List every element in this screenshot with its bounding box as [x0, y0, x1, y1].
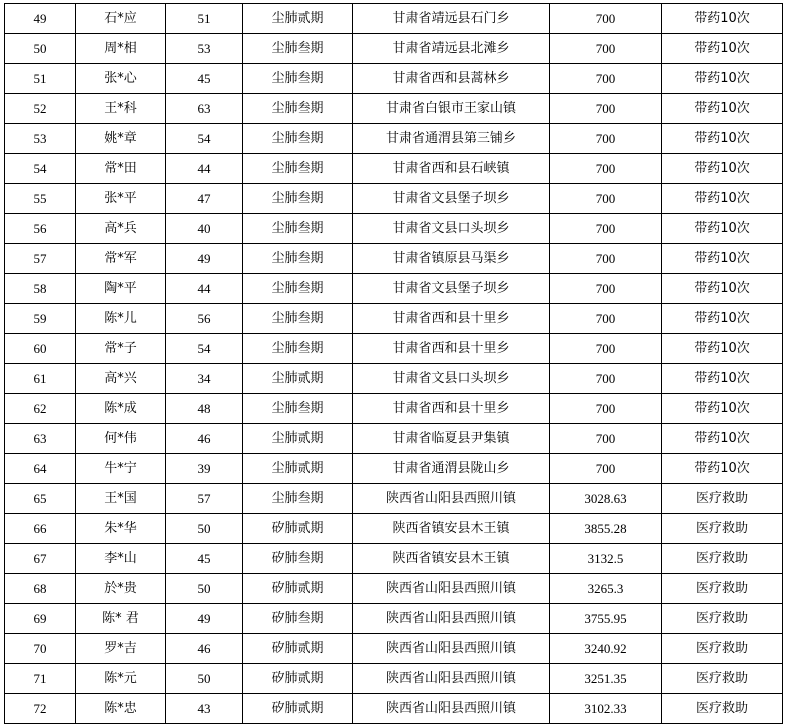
cell-aid-type: 带药10次 [662, 124, 783, 154]
table-row [5, 154, 783, 184]
cell-amount: 3251.35 [550, 664, 662, 694]
cell-name: 於*贵 [76, 574, 166, 604]
table-row [5, 634, 783, 664]
cell-address: 甘肃省西和县十里乡 [353, 304, 550, 334]
cell-address: 陕西省山阳县西照川镇 [353, 694, 550, 724]
table-row [5, 34, 783, 64]
cell-diagnosis: 尘肺贰期 [243, 454, 353, 484]
cell-number: 59 [5, 304, 76, 334]
cell-name: 陈*忠 [76, 694, 166, 724]
cell-amount: 700 [550, 124, 662, 154]
cell-number: 62 [5, 394, 76, 424]
cell-address: 甘肃省镇原县马渠乡 [353, 244, 550, 274]
cell-age: 44 [166, 154, 243, 184]
cell-amount: 700 [550, 4, 662, 34]
cell-address: 甘肃省文县堡子坝乡 [353, 274, 550, 304]
cell-age: 48 [166, 394, 243, 424]
table-row [5, 454, 783, 484]
table-row [5, 304, 783, 334]
cell-aid-type: 医疗救助 [662, 634, 783, 664]
cell-age: 47 [166, 184, 243, 214]
cell-diagnosis: 矽肺叁期 [243, 604, 353, 634]
cell-name: 高*兵 [76, 214, 166, 244]
cell-age: 63 [166, 94, 243, 124]
patient-aid-table [4, 3, 783, 724]
cell-aid-type: 带药10次 [662, 244, 783, 274]
cell-address: 甘肃省白银市王家山镇 [353, 94, 550, 124]
cell-aid-type: 带药10次 [662, 424, 783, 454]
cell-name: 陈*成 [76, 394, 166, 424]
cell-name: 常*军 [76, 244, 166, 274]
cell-amount: 700 [550, 394, 662, 424]
table-row [5, 604, 783, 634]
table-row [5, 124, 783, 154]
cell-diagnosis: 尘肺贰期 [243, 364, 353, 394]
cell-amount: 700 [550, 214, 662, 244]
cell-number: 56 [5, 214, 76, 244]
table-row [5, 4, 783, 34]
table-row [5, 664, 783, 694]
cell-number: 71 [5, 664, 76, 694]
cell-aid-type: 带药10次 [662, 154, 783, 184]
cell-name: 石*应 [76, 4, 166, 34]
table-row [5, 424, 783, 454]
cell-name: 陈* 君 [76, 604, 166, 634]
cell-aid-type: 带药10次 [662, 274, 783, 304]
cell-address: 陕西省山阳县西照川镇 [353, 664, 550, 694]
cell-address: 陕西省镇安县木王镇 [353, 514, 550, 544]
cell-number: 70 [5, 634, 76, 664]
cell-age: 49 [166, 604, 243, 634]
cell-age: 39 [166, 454, 243, 484]
cell-address: 陕西省山阳县西照川镇 [353, 484, 550, 514]
cell-number: 66 [5, 514, 76, 544]
cell-age: 50 [166, 514, 243, 544]
cell-age: 43 [166, 694, 243, 724]
cell-diagnosis: 尘肺叁期 [243, 94, 353, 124]
cell-amount: 700 [550, 334, 662, 364]
cell-number: 58 [5, 274, 76, 304]
cell-number: 57 [5, 244, 76, 274]
table-body [5, 4, 783, 724]
cell-amount: 700 [550, 34, 662, 64]
cell-diagnosis: 尘肺叁期 [243, 304, 353, 334]
cell-name: 陶*平 [76, 274, 166, 304]
cell-age: 50 [166, 664, 243, 694]
cell-aid-type: 带药10次 [662, 394, 783, 424]
cell-age: 49 [166, 244, 243, 274]
cell-aid-type: 带药10次 [662, 4, 783, 34]
cell-amount: 700 [550, 184, 662, 214]
table-row [5, 244, 783, 274]
cell-amount: 700 [550, 64, 662, 94]
cell-age: 46 [166, 424, 243, 454]
cell-name: 牛*宁 [76, 454, 166, 484]
cell-age: 45 [166, 544, 243, 574]
cell-number: 49 [5, 4, 76, 34]
table-row [5, 274, 783, 304]
cell-number: 67 [5, 544, 76, 574]
cell-amount: 700 [550, 304, 662, 334]
cell-name: 张*心 [76, 64, 166, 94]
cell-number: 50 [5, 34, 76, 64]
cell-aid-type: 带药10次 [662, 34, 783, 64]
cell-amount: 3132.5 [550, 544, 662, 574]
cell-amount: 3028.63 [550, 484, 662, 514]
table-row [5, 334, 783, 364]
cell-number: 72 [5, 694, 76, 724]
cell-diagnosis: 尘肺叁期 [243, 34, 353, 64]
table-row [5, 574, 783, 604]
cell-diagnosis: 尘肺贰期 [243, 4, 353, 34]
cell-aid-type: 医疗救助 [662, 544, 783, 574]
cell-amount: 3240.92 [550, 634, 662, 664]
cell-number: 52 [5, 94, 76, 124]
cell-amount: 700 [550, 454, 662, 484]
cell-age: 57 [166, 484, 243, 514]
cell-age: 53 [166, 34, 243, 64]
cell-address: 甘肃省临夏县尹集镇 [353, 424, 550, 454]
cell-number: 61 [5, 364, 76, 394]
cell-name: 朱*华 [76, 514, 166, 544]
cell-age: 45 [166, 64, 243, 94]
cell-aid-type: 带药10次 [662, 304, 783, 334]
cell-diagnosis: 尘肺叁期 [243, 244, 353, 274]
cell-age: 54 [166, 124, 243, 154]
cell-amount: 700 [550, 244, 662, 274]
table-row [5, 484, 783, 514]
cell-number: 55 [5, 184, 76, 214]
cell-name: 王*科 [76, 94, 166, 124]
cell-diagnosis: 矽肺贰期 [243, 574, 353, 604]
cell-address: 甘肃省西和县十里乡 [353, 334, 550, 364]
cell-diagnosis: 矽肺叁期 [243, 544, 353, 574]
cell-address: 甘肃省靖远县石门乡 [353, 4, 550, 34]
cell-aid-type: 带药10次 [662, 64, 783, 94]
cell-address: 陕西省山阳县西照川镇 [353, 574, 550, 604]
cell-amount: 3755.95 [550, 604, 662, 634]
cell-aid-type: 带药10次 [662, 454, 783, 484]
cell-address: 甘肃省靖远县北滩乡 [353, 34, 550, 64]
cell-age: 44 [166, 274, 243, 304]
cell-name: 常*田 [76, 154, 166, 184]
cell-diagnosis: 尘肺贰期 [243, 424, 353, 454]
cell-number: 68 [5, 574, 76, 604]
cell-name: 王*国 [76, 484, 166, 514]
cell-amount: 700 [550, 154, 662, 184]
cell-amount: 700 [550, 424, 662, 454]
cell-name: 姚*章 [76, 124, 166, 154]
cell-address: 甘肃省通渭县陇山乡 [353, 454, 550, 484]
table-row [5, 514, 783, 544]
cell-address: 陕西省镇安县木王镇 [353, 544, 550, 574]
cell-diagnosis: 尘肺叁期 [243, 64, 353, 94]
cell-amount: 3855.28 [550, 514, 662, 544]
table-row [5, 64, 783, 94]
cell-aid-type: 医疗救助 [662, 694, 783, 724]
table-row [5, 394, 783, 424]
cell-address: 陕西省山阳县西照川镇 [353, 634, 550, 664]
cell-aid-type: 医疗救助 [662, 574, 783, 604]
cell-diagnosis: 矽肺贰期 [243, 664, 353, 694]
cell-name: 常*子 [76, 334, 166, 364]
cell-age: 34 [166, 364, 243, 394]
cell-amount: 3102.33 [550, 694, 662, 724]
cell-address: 甘肃省西和县石峡镇 [353, 154, 550, 184]
cell-name: 罗*吉 [76, 634, 166, 664]
table-row [5, 184, 783, 214]
cell-aid-type: 带药10次 [662, 184, 783, 214]
cell-age: 40 [166, 214, 243, 244]
cell-aid-type: 医疗救助 [662, 664, 783, 694]
cell-diagnosis: 矽肺贰期 [243, 634, 353, 664]
cell-name: 陈*元 [76, 664, 166, 694]
cell-name: 张*平 [76, 184, 166, 214]
cell-amount: 700 [550, 364, 662, 394]
cell-address: 甘肃省西和县十里乡 [353, 394, 550, 424]
cell-number: 51 [5, 64, 76, 94]
cell-number: 69 [5, 604, 76, 634]
cell-address: 甘肃省通渭县第三铺乡 [353, 124, 550, 154]
cell-diagnosis: 尘肺叁期 [243, 484, 353, 514]
cell-aid-type: 医疗救助 [662, 514, 783, 544]
cell-address: 甘肃省文县堡子坝乡 [353, 184, 550, 214]
cell-name: 周*相 [76, 34, 166, 64]
cell-amount: 700 [550, 94, 662, 124]
cell-age: 51 [166, 4, 243, 34]
cell-aid-type: 带药10次 [662, 334, 783, 364]
cell-address: 甘肃省文县口头坝乡 [353, 364, 550, 394]
cell-address: 陕西省山阳县西照川镇 [353, 604, 550, 634]
cell-diagnosis: 尘肺叁期 [243, 124, 353, 154]
cell-number: 63 [5, 424, 76, 454]
cell-number: 54 [5, 154, 76, 184]
cell-amount: 700 [550, 274, 662, 304]
cell-aid-type: 医疗救助 [662, 484, 783, 514]
cell-diagnosis: 尘肺叁期 [243, 214, 353, 244]
cell-diagnosis: 尘肺叁期 [243, 184, 353, 214]
cell-number: 64 [5, 454, 76, 484]
cell-number: 60 [5, 334, 76, 364]
cell-diagnosis: 矽肺贰期 [243, 694, 353, 724]
cell-name: 高*兴 [76, 364, 166, 394]
cell-name: 陈*儿 [76, 304, 166, 334]
cell-name: 李*山 [76, 544, 166, 574]
table-row [5, 544, 783, 574]
cell-diagnosis: 尘肺叁期 [243, 334, 353, 364]
cell-aid-type: 带药10次 [662, 94, 783, 124]
cell-address: 甘肃省文县口头坝乡 [353, 214, 550, 244]
cell-amount: 3265.3 [550, 574, 662, 604]
table-row [5, 214, 783, 244]
cell-aid-type: 带药10次 [662, 214, 783, 244]
cell-age: 50 [166, 574, 243, 604]
cell-diagnosis: 尘肺叁期 [243, 394, 353, 424]
cell-number: 65 [5, 484, 76, 514]
cell-diagnosis: 尘肺叁期 [243, 274, 353, 304]
cell-aid-type: 带药10次 [662, 364, 783, 394]
table-row [5, 694, 783, 724]
cell-number: 53 [5, 124, 76, 154]
cell-age: 46 [166, 634, 243, 664]
cell-age: 54 [166, 334, 243, 364]
cell-aid-type: 医疗救助 [662, 604, 783, 634]
cell-diagnosis: 矽肺贰期 [243, 514, 353, 544]
cell-diagnosis: 尘肺叁期 [243, 154, 353, 184]
cell-address: 甘肃省西和县蒿林乡 [353, 64, 550, 94]
cell-name: 何*伟 [76, 424, 166, 454]
cell-age: 56 [166, 304, 243, 334]
table-row [5, 364, 783, 394]
table-row [5, 94, 783, 124]
